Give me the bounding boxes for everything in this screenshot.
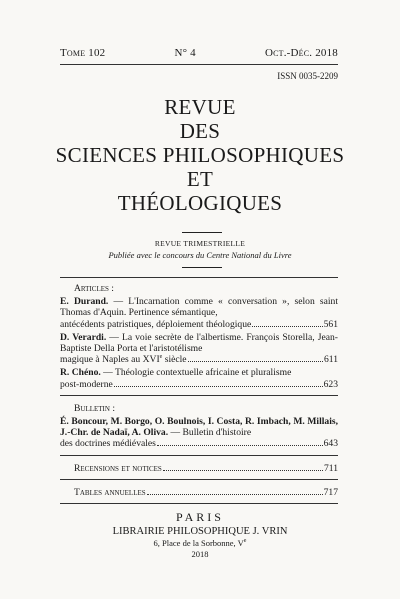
entry-title-end: magique à Naples au XVIe siècle (60, 354, 187, 366)
issue-number: N° 4 (174, 47, 196, 59)
entry-title-end: des doctrines médiévales (60, 438, 156, 450)
entry-page: 623 (323, 378, 338, 390)
entry-page: 561 (323, 318, 338, 330)
entry-author: E. Durand. (60, 296, 109, 308)
entry-title: — La voie secrète de l'albertisme. François Storella, Jean-Baptiste Della Porta et l'aristotélisme (60, 331, 338, 355)
publication-year: 2018 (191, 549, 209, 559)
publisher-name: LIBRAIRIE PHILOSOPHIQUE J. VRIN (112, 526, 288, 537)
leader-dots (157, 445, 323, 446)
toc-rule (60, 395, 338, 396)
entry-title: Tables annuelles (74, 486, 146, 498)
journal-title (0, 95, 400, 215)
title-line-5: THÉOLOGIQUES (117, 191, 283, 215)
title-line-1: REVUE (164, 95, 236, 119)
toc-rule-bottom (60, 503, 338, 504)
entry-page: 611 (323, 354, 338, 366)
entry-page: 717 (323, 486, 338, 498)
entry-title-end: post-moderne (60, 378, 113, 390)
table-of-contents (60, 283, 338, 498)
title-line-2: DES (179, 119, 221, 143)
frequency-label: REVUE TRIMESTRIELLE (154, 239, 246, 248)
publisher-address: 6, Place de la Sorbonne, Ve (153, 538, 247, 548)
century-numeral: XVI (142, 354, 160, 366)
header-rule (60, 64, 338, 65)
entry-page: 711 (323, 462, 338, 474)
city: PARIS (176, 510, 224, 524)
title-rule-top (182, 232, 222, 233)
entry-title: — L'Incarnation comme « conversation », selon saint Thomas d'Aquin. Pertinence sémantique, (60, 296, 339, 319)
entry-title: — Théologie contextuelle africaine et pluralisme (100, 367, 292, 379)
toc-rule (60, 455, 338, 456)
entry-author: R. Chéno. (60, 367, 101, 379)
entry-author: É. Boncour, M. Borgo, O. Boulnois, I. Costa, R. Imbach, M. Millais, J.-Chr. de Nadaï, A. Oliva. (60, 416, 338, 439)
volume-label: Tome 102 (60, 47, 106, 59)
leader-dots (163, 470, 323, 471)
toc-entry-tables[interactable] (74, 487, 338, 498)
entry-title: — Bulletin d'histoire (168, 427, 252, 439)
title-rule-bottom (182, 267, 222, 268)
leader-dots (114, 386, 323, 387)
toc-entry-cheno[interactable] (60, 367, 338, 389)
entry-title: Recensions et notices (74, 462, 162, 474)
entry-title-end: antécédents patristiques, déploiement théologique (60, 318, 252, 330)
articles-heading: Articles : (74, 283, 114, 294)
title-line-4: ET (186, 167, 214, 191)
leader-dots (252, 326, 322, 327)
issue-date: Oct.-Déc. 2018 (264, 47, 338, 59)
toc-rule-top (60, 277, 338, 278)
issue-header (60, 47, 338, 59)
entry-page: 643 (323, 438, 338, 450)
title-line-3: SCIENCES PHILOSOPHIQUES (55, 143, 345, 167)
toc-entry-recensions[interactable] (74, 463, 338, 474)
toc-entry-bulletin[interactable] (60, 416, 338, 450)
leader-dots (147, 494, 323, 495)
leader-dots (188, 361, 323, 362)
support-label: Publiée avec le concours du Centre National du Livre (108, 250, 292, 260)
bulletin-heading: Bulletin : (74, 402, 116, 414)
issn: ISSN 0035-2209 (277, 71, 338, 81)
toc-entry-durand[interactable] (60, 296, 338, 330)
publisher-footer (0, 510, 400, 559)
entry-author: D. Verardi. (60, 331, 107, 343)
toc-rule (60, 479, 338, 480)
toc-entry-verardi[interactable] (60, 332, 338, 366)
